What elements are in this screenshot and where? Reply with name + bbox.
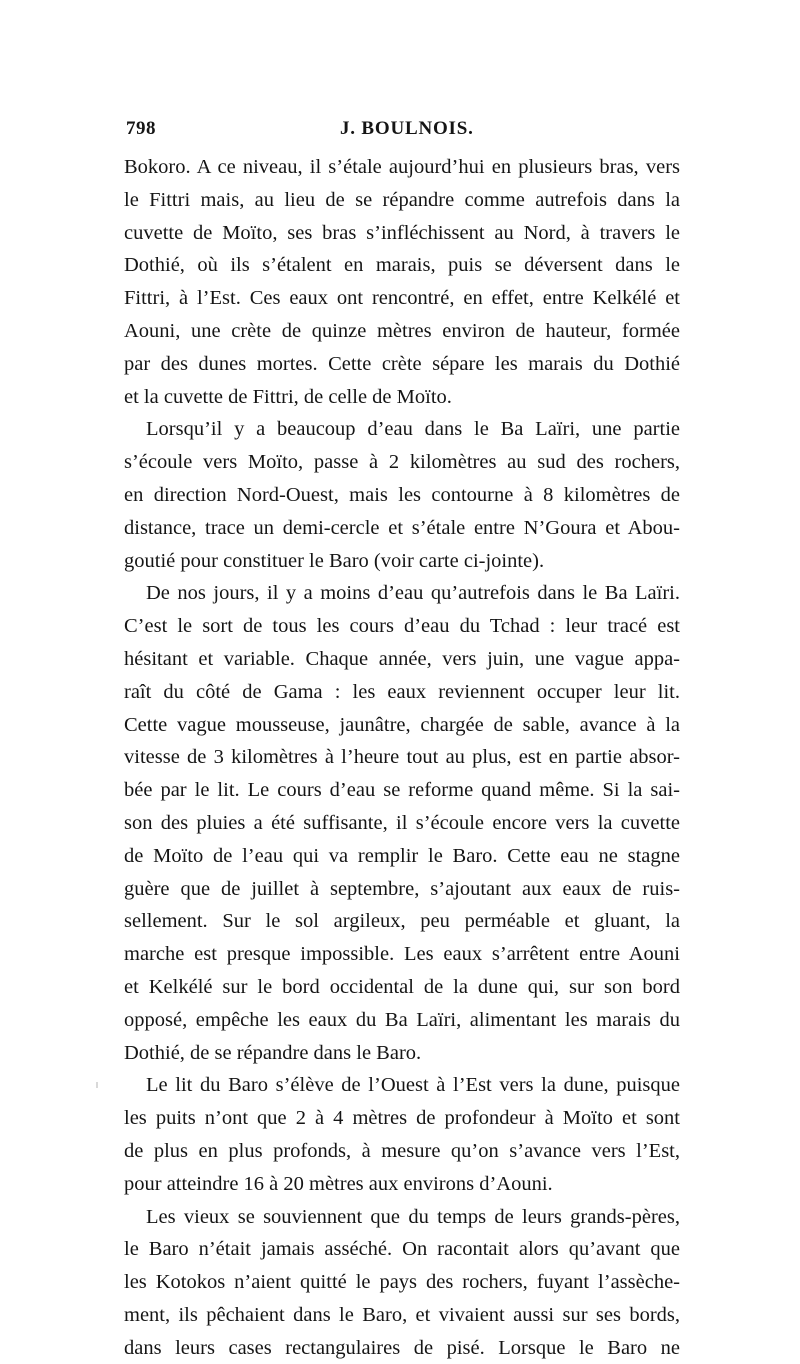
- text-line: bée par le lit. Le cours d’eau se reforme quand même. Si la sai-: [124, 779, 680, 802]
- text-line: s’écoule vers Moïto, passe à 2 kilomètres au sud des rochers,: [124, 451, 680, 474]
- running-head: [126, 118, 678, 148]
- paragraph-first-line: Le lit du Baro s’élève de l’Ouest à l’Est vers la dune, puisque: [146, 1074, 680, 1097]
- text-line: par des dunes mortes. Cette crète sépare les marais du Dothié: [124, 352, 680, 375]
- text-line: cuvette de Moïto, ses bras s’infléchissent au Nord, à travers le: [124, 221, 680, 244]
- text-line: C’est le sort de tous les cours d’eau du Tchad : leur tracé est: [124, 615, 680, 638]
- text-line: les Kotokos n’aient quitté le pays des rochers, fuyant l’assèche-: [124, 1271, 680, 1294]
- paragraph-first-line: Les vieux se souviennent que du temps de leurs grands-pères,: [146, 1205, 680, 1228]
- text-line: Dothié, où ils s’étalent en marais, puis se déversent dans le: [124, 254, 680, 277]
- margin-mark: [96, 1082, 98, 1088]
- text-line: raît du côté de Gama : les eaux reviennent occuper leur lit.: [124, 680, 680, 703]
- text-line: sellement. Sur le sol argileux, peu perméable et gluant, la: [124, 910, 680, 933]
- text-line: Bokoro. A ce niveau, il s’étale aujourd’hui en plusieurs bras, vers: [124, 156, 680, 178]
- paragraph-first-line: De nos jours, il y a moins d’eau qu’autrefois dans le Ba Laïri.: [146, 582, 680, 605]
- text-line: le Baro n’était jamais asséché. On racontait alors qu’avant que: [124, 1238, 680, 1261]
- text-line: le Fittri mais, au lieu de se répandre comme autrefois dans la: [124, 188, 680, 211]
- text-line: opposé, empêche les eaux du Ba Laïri, alimentant les marais du: [124, 1008, 680, 1031]
- text-line: et la cuvette de Fittri, de celle de Moïto.: [124, 385, 452, 408]
- text-line: Cette vague mousseuse, jaunâtre, chargée de sable, avance à la: [124, 713, 680, 736]
- paragraph-first-line: Lorsqu’il y a beaucoup d’eau dans le Ba Laïri, une partie: [146, 418, 680, 441]
- text-line: marche est presque impossible. Les eaux s’arrêtent entre Aouni: [124, 943, 680, 966]
- text-line: vitesse de 3 kilomètres à l’heure tout au plus, est en partie absor-: [124, 746, 680, 769]
- text-line: et Kelkélé sur le bord occidental de la dune qui, sur son bord: [124, 975, 680, 998]
- text-line: Aouni, une crète de quinze mètres environ de hauteur, formée: [124, 319, 680, 342]
- text-line: son des pluies a été suffisante, il s’écoule encore vers la cuvette: [124, 811, 680, 834]
- text-line: dans leurs cases rectangulaires de pisé. Lorsque le Baro ne: [124, 1336, 680, 1359]
- page-number: 798: [126, 118, 156, 139]
- text-line: goutié pour constituer le Baro (voir carte ci-jointe).: [124, 549, 545, 572]
- text-line: guère que de juillet à septembre, s’ajoutant aux eaux de ruis-: [124, 877, 680, 900]
- text-line: en direction Nord-Ouest, mais les contourne à 8 kilomètres de: [124, 483, 680, 506]
- text-line: les puits n’ont que 2 à 4 mètres de profondeur à Moïto et sont: [124, 1107, 680, 1130]
- text-line: ment, ils pêchaient dans le Baro, et vivaient aussi sur ses bords,: [124, 1303, 680, 1326]
- body-text: [124, 151, 680, 1364]
- text-line: pour atteindre 16 à 20 mètres aux environs d’Aouni.: [124, 1172, 553, 1195]
- running-head-author: J. BOULNOIS.: [340, 118, 474, 139]
- text-line: hésitant et variable. Chaque année, vers juin, une vague appa-: [124, 647, 680, 670]
- text-line: Fittri, à l’Est. Ces eaux ont rencontré, en effet, entre Kelkélé et: [124, 287, 680, 310]
- text-line: de Moïto de l’eau qui va remplir le Baro. Cette eau ne stagne: [124, 844, 680, 867]
- text-line: Dothié, de se répandre dans le Baro.: [124, 1041, 422, 1064]
- text-line: de plus en plus profonds, à mesure qu’on s’avance vers l’Est,: [124, 1139, 680, 1162]
- text-line: distance, trace un demi-cercle et s’étale entre N’Goura et Abou-: [124, 516, 680, 539]
